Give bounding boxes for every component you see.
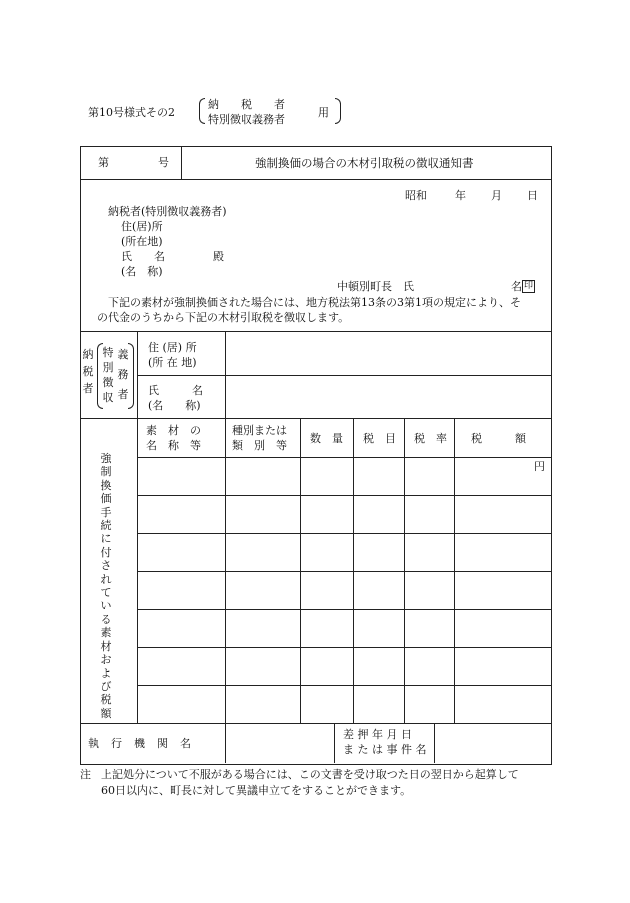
- rule: [137, 685, 551, 686]
- rule: [137, 457, 551, 458]
- date-day: 日: [527, 189, 538, 202]
- header-tax-item: 税 目: [363, 432, 396, 445]
- rule: [80, 723, 551, 724]
- yen-unit: 円: [534, 460, 545, 473]
- number-label-left: 第: [98, 156, 109, 169]
- rule: [137, 647, 551, 648]
- note-line1: 上記処分について不服がある場合には、この文書を受け取つた日の翌日から起算して: [101, 768, 519, 781]
- bracket-right: [335, 98, 341, 124]
- seal-mark: 印: [523, 281, 533, 291]
- rule: [80, 418, 551, 419]
- seizure-date-label: 差 押 年 月 日: [343, 728, 412, 741]
- rule: [404, 418, 405, 723]
- special-collection-vertical: 特別徴収: [102, 346, 114, 404]
- header-type-2: 類 別 等: [232, 439, 287, 452]
- rule: [353, 418, 354, 723]
- tp-name-label-alt: (名 称): [148, 399, 201, 412]
- rule: [80, 331, 551, 332]
- honorific: 殿: [213, 250, 224, 263]
- note-prefix: 注: [80, 768, 91, 781]
- header-material-2: 名 称 等: [146, 439, 201, 452]
- date-era: 昭和: [405, 189, 427, 202]
- rule: [137, 495, 551, 496]
- bracket-left: [199, 98, 205, 124]
- tp-name-label: 氏 名: [148, 384, 203, 397]
- notice-body-line2: の代金のうちから下記の木材引取税を徴収します。: [97, 311, 350, 324]
- rule: [137, 375, 551, 376]
- rule: [137, 609, 551, 610]
- header-tax-rate: 税 率: [414, 432, 447, 445]
- number-label-right: 号: [158, 156, 169, 169]
- bracket-right: [128, 343, 134, 409]
- addressee: 納税者(特別徴収義務者): [108, 205, 227, 218]
- purpose-line1: 納 税 者: [208, 98, 285, 111]
- rule: [434, 723, 435, 763]
- date-month: 月: [491, 189, 502, 202]
- rule: [137, 331, 138, 723]
- case-name-label: ま た は 事 件 名: [343, 743, 427, 756]
- rule: [137, 571, 551, 572]
- rule: [181, 146, 182, 180]
- rule: [300, 418, 301, 723]
- note-line2: 60日以内に、町長に対して異議申立てをすることができます。: [101, 784, 412, 797]
- purpose-line2: 特別徴収義務者: [208, 113, 285, 126]
- detail-vertical-label: 強制換価手続に付されている素材および税額: [100, 452, 112, 720]
- form-number: 第10号様式その2: [88, 106, 175, 119]
- purpose-suffix: 用: [318, 106, 329, 119]
- tp-address-label-alt: (所 在 地): [148, 356, 197, 369]
- header-type-1: 種別または: [232, 424, 287, 437]
- rule: [137, 533, 551, 534]
- name-label-alt: (名 称): [121, 265, 163, 278]
- issuer: 中頓別町長 氏: [337, 280, 414, 293]
- tp-address-label: 住 (居) 所: [148, 341, 197, 354]
- obligor-vertical: 義務者: [117, 348, 129, 401]
- rule: [454, 418, 455, 723]
- issuer-name-suffix: 名: [511, 280, 522, 293]
- document-title: 強制換価の場合の木材引取税の徴収通知書: [255, 156, 474, 170]
- rule: [334, 723, 335, 763]
- date-year: 年: [455, 189, 466, 202]
- address-label-alt: (所在地): [121, 235, 163, 248]
- rule: [225, 331, 226, 763]
- agency-label: 執 行 機 関 名: [88, 737, 192, 750]
- name-label: 氏 名: [121, 250, 165, 263]
- header-material-1: 素 材 の: [146, 424, 201, 437]
- address-label: 住(居)所: [121, 220, 163, 233]
- notice-body-line1: 下記の素材が強制換価された場合には、地方税法第13条の3第1項の規定により、そ: [108, 296, 521, 309]
- taxpayer-vertical-label: 納税者: [82, 348, 94, 395]
- header-tax-amount: 税 額: [471, 432, 526, 445]
- header-quantity: 数 量: [310, 432, 343, 445]
- rule: [80, 179, 551, 180]
